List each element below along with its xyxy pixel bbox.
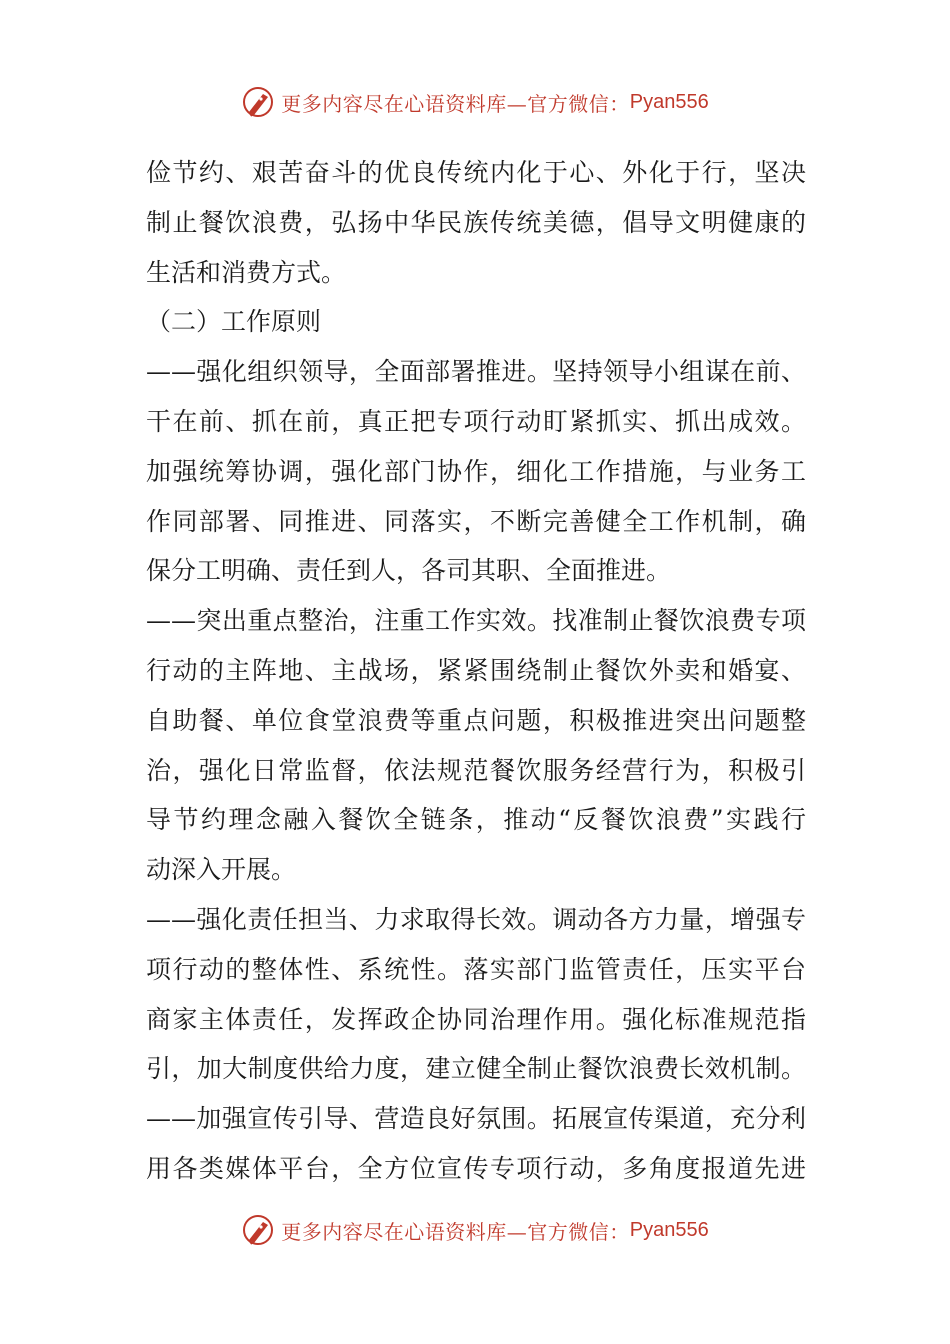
text-line: ——突出重点整治，注重工作实效。找准制止餐饮浪费专项	[146, 606, 806, 636]
text-line: ——强化组织领导，全面部署推进。坚持领导小组谋在前、	[146, 357, 806, 387]
pen-nib-logo-icon	[241, 85, 275, 119]
text-line: 保分工明确、责任到人，各司其职、全面推进。	[146, 556, 672, 586]
text-line: 导节约理念融入餐饮全链条，推动“反餐饮浪费”实践行	[146, 805, 806, 835]
text-line: 加强统筹协调，强化部门协作，细化工作措施，与业务工	[146, 456, 806, 486]
text-line: 作同部署、同推进、同落实，不断完善健全工作机制，确	[146, 506, 806, 536]
text-line: 自助餐、单位食堂浪费等重点问题，积极推进突出问题整	[146, 705, 806, 735]
document-body	[146, 148, 806, 1194]
text-line: 干在前、抓在前，真正把专项行动盯紧抓实、抓出成效。	[146, 406, 806, 436]
banner-wechat-id: Pyan556	[629, 90, 709, 113]
text-line: 项行动的整体性、系统性。落实部门监管责任，压实平台	[146, 954, 806, 984]
text-line: 引，加大制度供给力度，建立健全制止餐饮浪费长效机制。	[146, 1054, 806, 1084]
text-line: 制止餐饮浪费，弘扬中华民族传统美德，倡导文明健康的	[146, 207, 806, 237]
text-line: ——强化责任担当、力求取得长效。调动各方力量，增强专	[146, 904, 806, 934]
text-line: 俭节约、艰苦奋斗的优良传统内化于心、外化于行，坚决	[146, 158, 806, 187]
header-banner	[0, 82, 950, 122]
text-line: 动深入开展。	[146, 855, 297, 885]
text-line: 生活和消费方式。	[146, 257, 347, 287]
text-line: 行动的主阵地、主战场，紧紧围绕制止餐饮外卖和婚宴、	[146, 655, 806, 685]
banner-wechat-id: Pyan556	[629, 1218, 709, 1241]
banner-text: 更多内容尽在心语资料库—官方微信：	[281, 91, 630, 116]
pen-nib-logo-icon	[241, 1213, 275, 1247]
banner-text: 更多内容尽在心语资料库—官方微信：	[281, 1219, 630, 1244]
text-line: （二）工作原则	[146, 307, 322, 337]
text-line: ——加强宣传引导、营造良好氛围。拓展宣传渠道，充分利	[146, 1104, 806, 1134]
footer-banner	[0, 1210, 950, 1250]
text-line: 商家主体责任，发挥政企协同治理作用。强化标准规范指	[146, 1004, 806, 1034]
text-line: 治，强化日常监督，依法规范餐饮服务经营行为，积极引	[146, 755, 806, 785]
text-line: 用各类媒体平台，全方位宣传专项行动，多角度报道先进	[146, 1153, 806, 1183]
